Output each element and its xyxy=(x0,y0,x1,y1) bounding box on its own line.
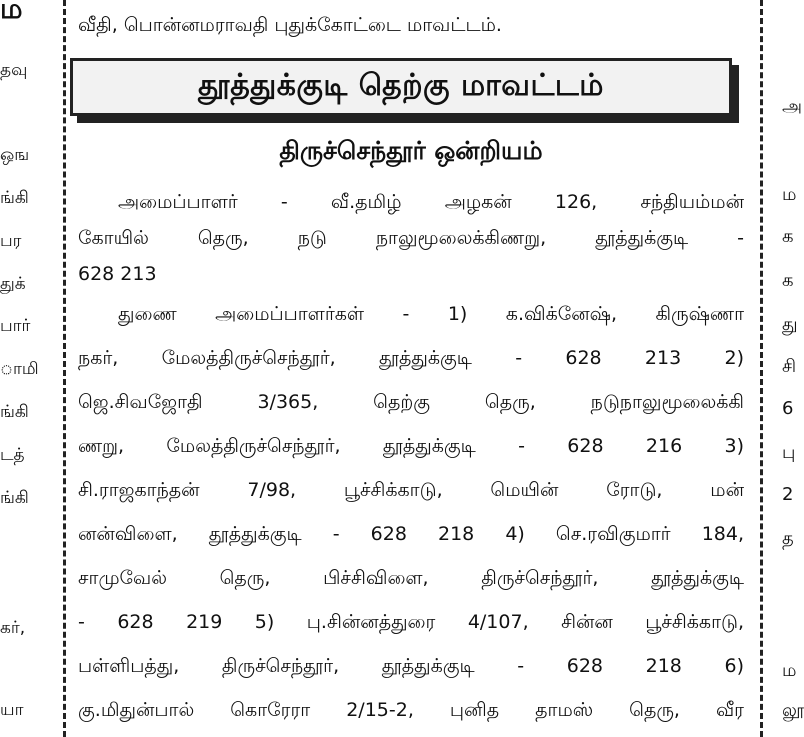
right-fragment-text: லூ xyxy=(782,700,804,721)
right-fragment-text: 2 xyxy=(782,484,794,505)
right-fragment-text: த xyxy=(782,528,794,549)
left-fragment-text: ங்கி xyxy=(0,402,29,422)
paragraph-line: கோயில் தெரு, நடு நாலுமூலைக்கிணறு, தூத்துக்குடி - xyxy=(78,227,744,249)
left-fragment-text: ங்கி xyxy=(0,488,29,508)
right-fragment-text: ம xyxy=(782,184,797,205)
paragraph-line: சாமுவேல் தெரு, பிச்சிவிளை, திருச்செந்தூர், தூத்துக்குடி xyxy=(78,567,744,589)
right-fragment-text: ம xyxy=(782,660,797,681)
paragraph-line: கு.மிதுன்பால் கொரேரா 2/15-2, புனித தாமஸ் தெரு, வீர xyxy=(78,699,744,721)
left-column-fragment xyxy=(0,0,62,737)
address-continuation: வீதி, பொன்னமராவதி புதுக்கோட்டை மாவட்டம். xyxy=(78,14,502,36)
paragraph-line: துணை அமைப்பாளர்கள் - 1) க.விக்னேஷ், கிருஷ்ணா xyxy=(118,303,744,325)
paragraph-line: ஜெ.சிவஜோதி 3/365, தெற்கு தெரு, நடுநாலுமூலைக்கி xyxy=(78,391,744,413)
right-fragment-text: து xyxy=(782,314,798,335)
paragraph-line: பள்ளிபத்து, திருச்செந்தூர், தூத்துக்குடி - 628 218 6) xyxy=(78,655,744,677)
paragraph-line: சி.ராஜகாந்தன் 7/98, பூச்சிக்காடு, மெயின் ரோடு, மன் xyxy=(78,479,744,501)
union-title: திருச்செந்தூர் ஒன்றியம் xyxy=(279,136,543,165)
right-fragment-text: பு xyxy=(782,442,796,463)
paragraph-line: அமைப்பாளர் - வீ.தமிழ் அழகன் 126, சந்தியம்மன் xyxy=(118,191,744,213)
left-fragment-text: யா xyxy=(0,700,24,720)
paragraph-line: 628 213 xyxy=(78,263,157,285)
right-fragment-text: 6 xyxy=(782,398,794,419)
district-title-banner xyxy=(70,58,732,116)
column-divider-right xyxy=(760,0,763,737)
left-fragment-text: பர xyxy=(0,231,22,251)
left-fragment-text: கர், xyxy=(0,618,26,638)
paragraph-line: - 628 219 5) பு.சின்னத்துரை 4/107, சின்ன பூச்சிக்காடு, xyxy=(78,611,744,633)
paragraph-line: னன்விளை, தூத்துக்குடி - 628 218 4) செ.ரவிகுமார் 184, xyxy=(78,523,744,545)
district-title: தூத்துக்குடி தெற்கு மாவட்டம் xyxy=(198,67,604,103)
paragraph-line: நகர், மேலத்திருச்செந்தூர், தூத்துக்குடி - 628 213 2) xyxy=(78,347,744,369)
left-fragment-text: துக் xyxy=(0,274,26,294)
left-fragment-text: தவு xyxy=(0,60,28,80)
right-column-fragment xyxy=(778,0,804,737)
left-fragment-text: ம xyxy=(0,0,23,25)
left-fragment-text: ஒங xyxy=(0,145,30,165)
right-fragment-text: க xyxy=(782,226,794,247)
left-fragment-text: ாமி xyxy=(0,359,39,379)
left-fragment-text: ங்கி xyxy=(0,188,29,208)
paragraph-line: ணறு, மேலத்திருச்செந்தூர், தூத்துக்குடி - 628 216 3) xyxy=(78,435,744,457)
column-divider-left xyxy=(63,0,66,737)
left-fragment-text: டத் xyxy=(0,445,25,465)
left-fragment-text: பார் xyxy=(0,316,31,336)
right-fragment-text: க xyxy=(782,270,794,291)
right-fragment-text: சி xyxy=(782,356,797,377)
right-fragment-text: அ xyxy=(782,96,803,117)
